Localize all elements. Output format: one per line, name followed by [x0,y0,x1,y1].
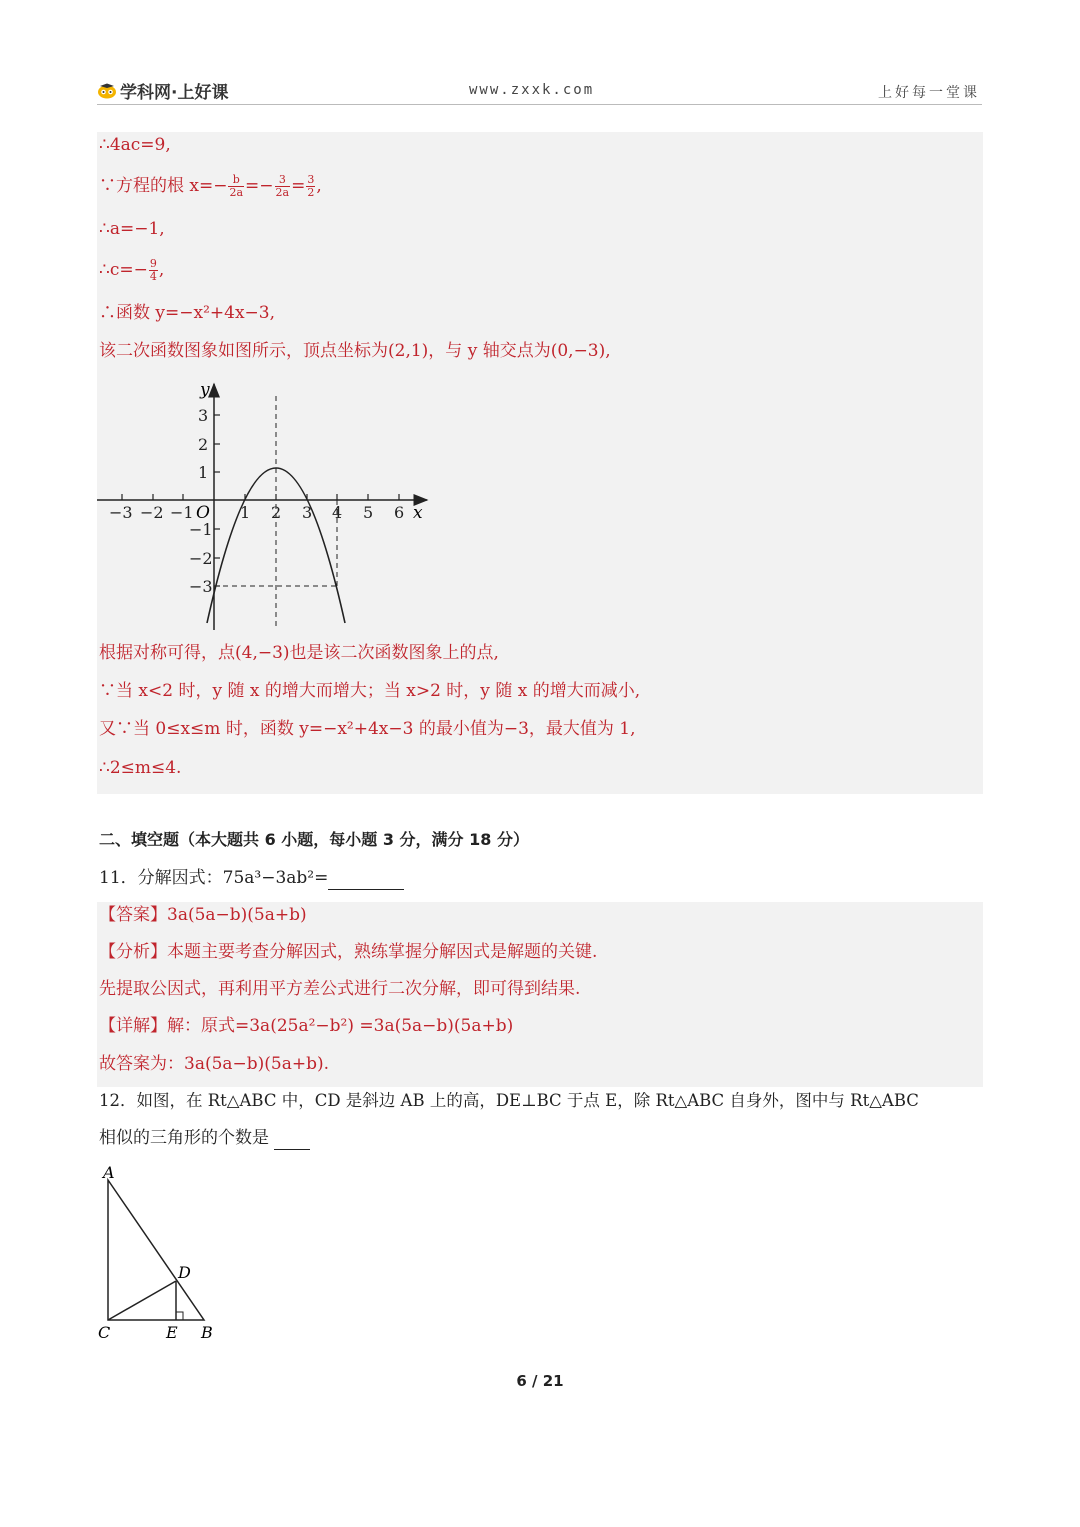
segment-cd [108,1281,176,1320]
solution-line-5: ∴函数 y=−x²+4x−3, [99,303,276,323]
q11-answer: 【答案】3a(5a−b)(5a+b) [99,905,307,925]
numerator: 9 [149,257,157,270]
q11-analysis-2: 先提取公因式，再利用平方差公式进行二次分解，即可得到结果. [99,979,581,999]
x-tick-label: 5 [363,503,374,522]
denominator: 2a [275,186,290,199]
x-tick-label: 2 [271,503,282,522]
numerator: 3 [307,173,315,186]
logo-text: 学科网·上好课 [120,83,229,103]
solution-line-8: ∵当 x<2 时，y 随 x 的增大而增大；当 x>2 时，y 随 x 的增大而减小, [99,681,641,701]
label-a: A [103,1163,115,1182]
parabola-graph [95,378,440,633]
text: , [316,176,322,196]
x-tick-label: −3 [109,503,133,522]
denominator: 4 [149,270,157,283]
triangle-figure [94,1160,224,1350]
x-tick-label: 3 [302,503,313,522]
page-header [97,74,982,105]
x-tick-marks [122,494,399,500]
text: ∵方程的根 x=− [99,176,228,196]
numerator: b [228,174,244,187]
fraction-b-2a [228,174,244,199]
logo-icon [97,83,117,99]
fraction-3-2 [306,174,315,199]
x-tick-label: −1 [170,503,194,522]
x-axis-label: x [413,503,423,523]
question-11-text: 11．分解因式：75a³−3ab²= [99,868,329,888]
origin-label: O [196,503,210,523]
denominator: 2a [229,186,244,199]
y-tick-labels [189,406,213,596]
solution-line-9: 又∵当 0≤x≤m 时，函数 y=−x²+4x−3 的最小值为−3，最大值为 1, [99,719,636,739]
question-11 [99,867,404,890]
solution-line-2 [99,174,322,199]
q11-detail: 【详解】解：原式=3a(25a²−b²) =3a(5a−b)(5a+b) [99,1016,514,1036]
y-tick-label: 2 [198,435,209,454]
right-angle-mark [176,1312,183,1320]
y-tick-label: 3 [198,406,209,425]
question-12-line-1: 12．如图，在 Rt△ABC 中，CD 是斜边 AB 上的高，DE⊥BC 于点 E，除 Rt△ABC 自身外，图中与 Rt△ABC [99,1091,919,1110]
site-url[interactable]: www.zxxk.com [469,82,595,98]
solution-line-1: ∴4ac=9, [99,135,171,155]
text: = [291,176,306,196]
q11-analysis: 【分析】本题主要考查分解因式，熟练掌握分解因式是解题的关键. [99,942,598,962]
x-tick-label: 6 [394,503,405,522]
slogan: 上好每一堂课 [878,85,980,101]
y-tick-label: −2 [189,549,213,568]
x-tick-labels [109,503,404,522]
label-c: C [98,1323,111,1342]
answer-blank [274,1127,310,1150]
q11-final: 故答案为：3a(5a−b)(5a+b). [99,1054,330,1074]
solution-line-4 [99,258,164,283]
solution-line-6: 该二次函数图象如图所示，顶点坐标为(2,1)，与 y 轴交点为(0,−3), [99,341,611,361]
question-12-text: 相似的三角形的个数是 [99,1128,269,1148]
label-d: D [178,1263,191,1282]
numerator: 3 [275,174,291,187]
y-tick-label: −1 [189,520,213,539]
logo [97,78,228,103]
text: , [158,260,165,280]
answer-blank [328,867,404,890]
fraction-9-4 [149,258,158,283]
x-tick-label: 1 [240,503,251,522]
x-tick-label: −2 [140,503,164,522]
parabola-curve [207,468,345,623]
y-tick-label: −3 [189,577,213,596]
label-e: E [166,1323,178,1342]
solution-line-7: 根据对称可得，点(4,−3)也是该二次函数图象上的点, [99,643,499,663]
text: ∴c=− [99,260,148,280]
question-12-line-2 [99,1127,310,1150]
solution-line-3: ∴a=−1, [99,219,165,239]
text: =− [245,176,274,196]
label-b: B [201,1323,213,1342]
fraction-3-2a [275,174,291,199]
x-tick-label: 4 [332,503,343,522]
y-tick-label: 1 [198,463,209,482]
denominator: 2 [307,186,315,199]
page-number: 6 / 21 [516,1372,564,1390]
solution-line-10: ∴2≤m≤4. [99,758,182,778]
y-axis-label: y [200,380,210,400]
section-title: 二、填空题（本大题共 6 小题，每小题 3 分，满分 18 分） [99,830,529,849]
triangle-abc [108,1180,204,1320]
